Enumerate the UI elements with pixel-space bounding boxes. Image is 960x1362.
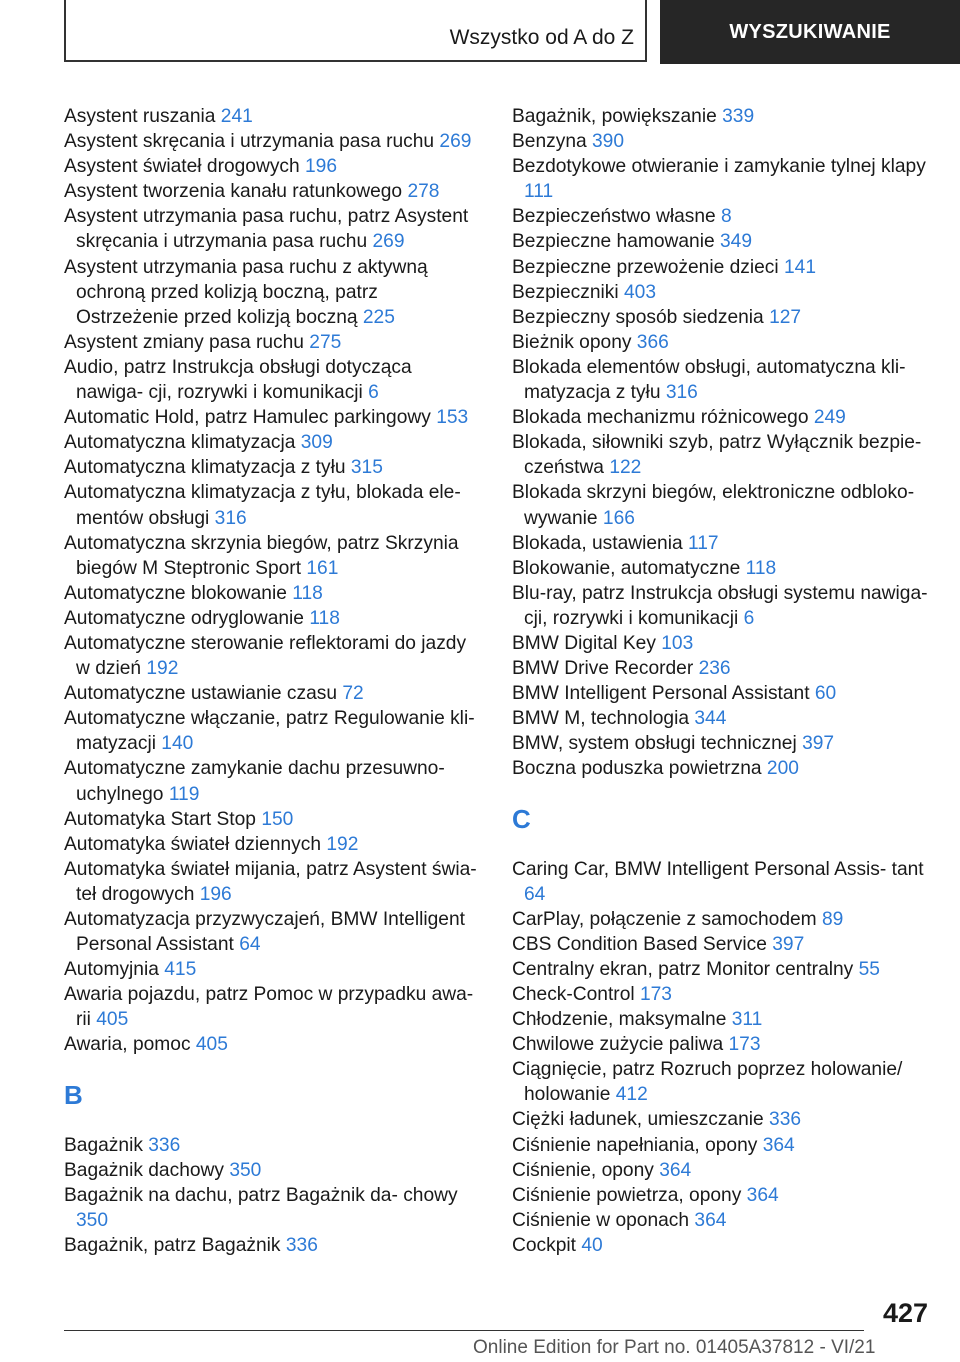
entry-text: Automatyczne ustawianie czasu bbox=[64, 683, 343, 705]
index-entry bbox=[64, 455, 484, 480]
page-link[interactable]: 60 bbox=[814, 683, 837, 705]
entry-text: Asystent utrzymania pasa ruchu, patrz Asystent skręcania i utrzymania pasa ruchu bbox=[64, 206, 469, 253]
entry-text: Blokowanie, automatyczne bbox=[512, 557, 746, 579]
entry-text: Awaria pojazdu, patrz Pomoc w przypadku awa‐ rii bbox=[64, 984, 474, 1031]
entry-text: Bagażnik na dachu, patrz Bagażnik da‐ chowy bbox=[64, 1184, 458, 1206]
page-link[interactable]: 200 bbox=[766, 758, 799, 780]
page-link[interactable]: 173 bbox=[728, 1034, 761, 1056]
index-entry bbox=[64, 355, 484, 405]
page-link[interactable]: 269 bbox=[439, 131, 472, 153]
entry-text: Ciężki ładunek, umieszczanie bbox=[512, 1109, 770, 1131]
index-entry bbox=[512, 204, 932, 229]
page-link[interactable]: 269 bbox=[372, 231, 405, 253]
page-link[interactable]: 111 bbox=[524, 181, 554, 203]
index-entry bbox=[512, 581, 932, 631]
page-link[interactable]: 397 bbox=[772, 933, 805, 955]
page-link[interactable]: 403 bbox=[623, 281, 656, 303]
index-entry bbox=[512, 1057, 932, 1107]
entry-text: CarPlay, połączenie z samochodem bbox=[512, 908, 822, 930]
index-entry bbox=[512, 631, 932, 656]
entry-text: Automatyczne odryglowanie bbox=[64, 607, 310, 629]
page-link[interactable]: 397 bbox=[802, 733, 835, 755]
index-entry bbox=[64, 907, 484, 957]
entry-text: Ciągnięcie, patrz Rozruch poprzez holowanie/ holowanie bbox=[512, 1059, 903, 1106]
entry-text: Bezpieczne przewożenie dzieci bbox=[512, 256, 784, 278]
entry-text: Automatyzacja przyzwyczajeń, BMW Intelligent Personal Assistant bbox=[64, 909, 465, 956]
entry-text: Ciśnienie powietrza, opony bbox=[512, 1184, 747, 1206]
index-entry bbox=[512, 982, 932, 1007]
entries-c bbox=[512, 857, 932, 1259]
page-link[interactable]: 241 bbox=[220, 106, 253, 127]
index-entry bbox=[64, 581, 484, 606]
page-link[interactable]: 339 bbox=[722, 106, 755, 127]
index-entry bbox=[64, 631, 484, 681]
entry-text: Automatyka świateł mijania, patrz Asystent świa‐ teł drogowych bbox=[64, 858, 477, 905]
page-link[interactable]: 249 bbox=[813, 407, 846, 429]
entry-text: BMW Intelligent Personal Assistant bbox=[512, 683, 815, 705]
page-link[interactable]: 366 bbox=[636, 331, 669, 353]
entries-b-continued bbox=[512, 104, 932, 782]
index-entry bbox=[64, 1133, 484, 1158]
page-link[interactable]: 6 bbox=[368, 382, 379, 404]
index-entry bbox=[64, 957, 484, 982]
page-link[interactable]: 412 bbox=[615, 1084, 648, 1106]
index-column-right bbox=[512, 104, 932, 1258]
page-link[interactable]: 166 bbox=[602, 507, 635, 529]
page-link[interactable]: 192 bbox=[146, 658, 179, 680]
entry-text: Blokada, siłowniki szyb, patrz Wyłącznik bezpie‐ czeństwa bbox=[512, 432, 922, 479]
index-entry bbox=[512, 1183, 932, 1208]
entry-text: Automatyczna skrzynia biegów, patrz Skrzynia biegów M Steptronic Sport bbox=[64, 532, 459, 579]
entry-text: Benzyna bbox=[512, 131, 593, 153]
index-entry bbox=[64, 606, 484, 631]
page-link[interactable]: 55 bbox=[858, 958, 880, 980]
entry-text: Ciśnienie napełniania, opony bbox=[512, 1134, 763, 1156]
page-number: 427 bbox=[882, 1298, 928, 1328]
entry-text: Asystent ruszania bbox=[64, 106, 221, 127]
entry-text: Asystent tworzenia kanału ratunkowego bbox=[64, 181, 408, 203]
page-link[interactable]: 118 bbox=[745, 557, 777, 579]
entry-text: Asystent zmiany pasa ruchu bbox=[64, 331, 310, 353]
page-link[interactable]: 118 bbox=[309, 607, 340, 629]
index-entry bbox=[512, 957, 932, 982]
page-link[interactable]: 349 bbox=[720, 231, 753, 253]
entry-text: Audio, patrz Instrukcja obsługi dotycząca nawiga‐ cji, rozrywki i komunikacji bbox=[64, 356, 412, 404]
page-link[interactable]: 364 bbox=[659, 1159, 692, 1181]
index-entry bbox=[512, 280, 932, 305]
index-entry bbox=[512, 430, 932, 480]
entry-text: Bagażnik dachowy bbox=[64, 1159, 230, 1181]
entry-text: BMW Digital Key bbox=[512, 632, 662, 654]
page-link[interactable]: 415 bbox=[164, 959, 197, 981]
entry-text: Automatic Hold, patrz Hamulec parkingowy bbox=[64, 407, 437, 429]
index-column-left bbox=[64, 104, 484, 1258]
index-entry bbox=[512, 1208, 932, 1233]
index-entry bbox=[512, 1233, 932, 1258]
entry-text: Boczna poduszka powietrzna bbox=[512, 758, 767, 780]
page-link[interactable]: 122 bbox=[609, 457, 642, 479]
entry-text: Bezpieczeństwo własne bbox=[512, 206, 722, 228]
page-link[interactable]: 364 bbox=[694, 1209, 727, 1231]
page-link[interactable]: 64 bbox=[524, 883, 546, 905]
page-link[interactable]: 336 bbox=[769, 1109, 802, 1131]
entry-text: Asystent świateł drogowych bbox=[64, 156, 306, 178]
page-link[interactable]: 350 bbox=[229, 1159, 262, 1181]
index-entry bbox=[64, 405, 484, 430]
index-entry bbox=[64, 179, 484, 204]
page-link[interactable]: 336 bbox=[285, 1234, 318, 1256]
entries-b bbox=[64, 1133, 484, 1258]
index-entry bbox=[64, 480, 484, 530]
index-entry bbox=[64, 104, 484, 129]
page-link[interactable]: 309 bbox=[300, 432, 333, 454]
entry-text: Asystent utrzymania pasa ruchu z aktywną ochroną przed kolizją boczną, patrz Ostrzeżenie przed kolizją boczną bbox=[64, 256, 428, 328]
index-entry bbox=[64, 154, 484, 179]
index-entry bbox=[64, 857, 484, 907]
page-link[interactable]: 350 bbox=[76, 1209, 109, 1231]
entry-text: Automyjnia bbox=[64, 959, 165, 981]
page-link[interactable]: 64 bbox=[239, 934, 261, 956]
page-link[interactable]: 40 bbox=[581, 1234, 603, 1256]
entry-text: Bagażnik bbox=[64, 1134, 149, 1156]
page-link[interactable]: 103 bbox=[661, 632, 694, 654]
entry-text: Check-Control bbox=[512, 984, 640, 1005]
index-entry bbox=[64, 756, 484, 806]
index-entry bbox=[64, 430, 484, 455]
index-entry bbox=[512, 556, 932, 581]
index-entry bbox=[64, 706, 484, 756]
page-link[interactable]: 196 bbox=[305, 156, 338, 178]
page-link[interactable]: 6 bbox=[743, 607, 755, 629]
entry-text: Automatyczna klimatyzacja z tyłu bbox=[64, 457, 351, 479]
entry-text: Automatyczne zamykanie dachu przesuwno‐ uchylnego bbox=[64, 758, 445, 805]
entry-text: Blokada elementów obsługi, automatyczna kli‐ matyzacja z tyłu bbox=[512, 356, 906, 404]
page-link[interactable]: 236 bbox=[698, 658, 731, 680]
footer-divider bbox=[64, 1330, 864, 1331]
entry-text: BMW M, technologia bbox=[512, 708, 695, 730]
index-entry bbox=[512, 857, 932, 907]
page-link[interactable]: 275 bbox=[309, 331, 342, 353]
index-entry bbox=[64, 129, 484, 154]
index-entry bbox=[512, 129, 932, 154]
index-entry bbox=[64, 982, 484, 1032]
entry-text: Chwilowe zużycie paliwa bbox=[512, 1034, 729, 1056]
entry-text: Bezpieczniki bbox=[512, 281, 624, 303]
index-entry bbox=[64, 1158, 484, 1183]
entry-text: Automatyczne sterowanie reflektorami do jazdy w dzień bbox=[64, 632, 467, 680]
entry-text: Centralny ekran, patrz Monitor centralny bbox=[512, 958, 859, 980]
index-entry bbox=[64, 255, 484, 330]
page-link[interactable]: 161 bbox=[306, 557, 339, 579]
entry-text: BMW Drive Recorder bbox=[512, 658, 699, 680]
entry-text: Bieżnik opony bbox=[512, 331, 637, 353]
page-link[interactable]: 89 bbox=[822, 908, 844, 930]
entry-text: Blokada skrzyni biegów, elektroniczne odbloko‐ wywanie bbox=[512, 482, 915, 529]
index-entry bbox=[64, 330, 484, 355]
page-link[interactable]: 390 bbox=[592, 131, 625, 153]
page-link[interactable]: 119 bbox=[168, 783, 200, 805]
index-entry bbox=[512, 907, 932, 932]
entry-text: Cockpit bbox=[512, 1234, 582, 1256]
index-entry bbox=[512, 355, 932, 405]
entry-text: Blu-ray, patrz Instrukcja obsługi systemu nawiga‐ cji, rozrywki i komunikacji bbox=[512, 582, 928, 629]
entry-text: Bezdotykowe otwieranie i zamykanie tylnej klapy bbox=[512, 156, 926, 178]
entry-text: Chłodzenie, maksymalne bbox=[512, 1009, 732, 1031]
page-link[interactable]: 140 bbox=[161, 733, 194, 755]
entry-text: Blokada mechanizmu różnicowego bbox=[512, 407, 814, 429]
entry-text: Automatyczne blokowanie bbox=[64, 582, 293, 604]
index-entry bbox=[512, 756, 932, 781]
index-entry bbox=[512, 531, 932, 556]
page-link[interactable]: 405 bbox=[96, 1009, 129, 1031]
page-link[interactable]: 150 bbox=[261, 808, 294, 830]
page-link[interactable]: 316 bbox=[665, 382, 698, 404]
index-entry bbox=[512, 229, 932, 254]
page-link[interactable]: 316 bbox=[214, 507, 247, 529]
section-title: Wszystko od A do Z bbox=[449, 26, 634, 49]
index-entry bbox=[64, 531, 484, 581]
entry-text: Ciśnienie, opony bbox=[512, 1159, 660, 1181]
index-entry bbox=[512, 681, 932, 706]
entry-text: Blokada, ustawienia bbox=[512, 532, 688, 554]
index-entry bbox=[64, 807, 484, 832]
entry-text: Awaria, pomoc bbox=[64, 1034, 196, 1056]
index-entry bbox=[512, 656, 932, 681]
entries-a bbox=[64, 104, 484, 1058]
page-link[interactable]: 364 bbox=[746, 1184, 779, 1206]
index-entry bbox=[512, 104, 932, 129]
page-link[interactable]: 336 bbox=[148, 1134, 181, 1156]
page-link[interactable]: 72 bbox=[342, 683, 364, 705]
page-link[interactable]: 311 bbox=[731, 1009, 763, 1031]
index-entry bbox=[512, 1007, 932, 1032]
entry-text: Automatyczna klimatyzacja bbox=[64, 432, 301, 454]
index-entry bbox=[512, 480, 932, 530]
entry-text: Automatyczne włączanie, patrz Regulowanie kli‐ matyzacji bbox=[64, 708, 475, 755]
entry-text: CBS Condition Based Service bbox=[512, 933, 773, 955]
page-link[interactable]: 153 bbox=[436, 407, 469, 429]
page-link[interactable]: 141 bbox=[783, 256, 816, 278]
page-link[interactable]: 196 bbox=[199, 883, 232, 905]
page-link[interactable]: 192 bbox=[326, 833, 359, 855]
index-entry bbox=[512, 305, 932, 330]
page-link[interactable]: 117 bbox=[688, 532, 719, 554]
index-entry bbox=[512, 1032, 932, 1057]
page-link[interactable]: 127 bbox=[769, 306, 802, 328]
page-link[interactable]: 225 bbox=[362, 306, 395, 328]
page-link[interactable]: 118 bbox=[292, 582, 323, 604]
entry-text: Automatyka Start Stop bbox=[64, 808, 262, 830]
entry-text: Caring Car, BMW Intelligent Personal Assis‐ tant bbox=[512, 858, 924, 880]
index-entry bbox=[64, 1032, 484, 1057]
entry-text: Asystent skręcania i utrzymania pasa ruchu bbox=[64, 131, 440, 153]
page-link[interactable]: 344 bbox=[694, 708, 727, 730]
page-link[interactable]: 364 bbox=[762, 1134, 795, 1156]
entry-text: Ciśnienie w oponach bbox=[512, 1209, 695, 1231]
entry-text: BMW, system obsługi technicznej bbox=[512, 733, 803, 755]
index-entry bbox=[64, 204, 484, 254]
index-entry bbox=[512, 154, 932, 204]
index-entry bbox=[64, 832, 484, 857]
letter-heading-c: C bbox=[512, 803, 531, 834]
entry-text: Bagażnik, powiększanie bbox=[512, 106, 723, 127]
entry-text: Bezpieczny sposób siedzenia bbox=[512, 306, 770, 328]
entry-text: Bezpieczne hamowanie bbox=[512, 231, 720, 253]
page-link[interactable]: 278 bbox=[407, 181, 440, 203]
index-entry bbox=[512, 932, 932, 957]
search-tab[interactable]: WYSZUKIWANIE bbox=[660, 0, 960, 64]
index-entry bbox=[512, 731, 932, 756]
entry-text: Automatyczna klimatyzacja z tyłu, blokada ele‐ mentów obsługi bbox=[64, 482, 461, 529]
page-link[interactable]: 173 bbox=[639, 984, 672, 1005]
index-entry bbox=[512, 255, 932, 280]
index-entry bbox=[64, 681, 484, 706]
index-entry bbox=[512, 405, 932, 430]
page-link[interactable]: 8 bbox=[721, 206, 732, 228]
index-entry bbox=[512, 706, 932, 731]
page-link[interactable]: 405 bbox=[195, 1034, 228, 1056]
footer-edition: Online Edition for Part no. 01405A37812 - VI/21 bbox=[473, 1337, 876, 1358]
entry-text: Automatyka świateł dziennych bbox=[64, 833, 327, 855]
letter-heading-b: B bbox=[64, 1079, 83, 1110]
index-entry bbox=[512, 1133, 932, 1158]
index-entry bbox=[512, 1107, 932, 1132]
entry-text: Bagażnik, patrz Bagażnik bbox=[64, 1234, 286, 1256]
index-entry bbox=[512, 330, 932, 355]
index-entry bbox=[64, 1183, 484, 1233]
page-link[interactable]: 315 bbox=[350, 457, 383, 479]
index-entry bbox=[64, 1233, 484, 1258]
index-entry bbox=[512, 1158, 932, 1183]
